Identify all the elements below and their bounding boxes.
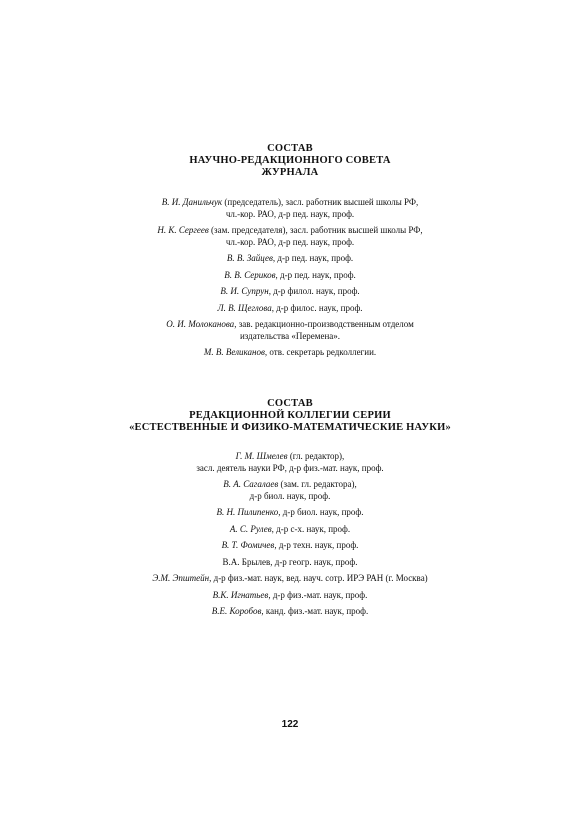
- member-name: В. А. Сагалаев: [223, 479, 279, 489]
- member-entry: [0, 524, 580, 536]
- member-description: В.А. Брылев, д-р геогр. наук, проф.: [222, 556, 358, 567]
- member-entry-line: [0, 197, 580, 209]
- member-entry-line: [0, 507, 580, 519]
- board-heading-line: «ЕСТЕСТВЕННЫЕ И ФИЗИКО-МАТЕМАТИЧЕСКИЕ НАУКИ»: [129, 422, 451, 433]
- council-heading-line: СОСТАВ: [267, 143, 313, 154]
- member-entry-line: [0, 253, 580, 265]
- council-heading-line: ЖУРНАЛА: [261, 167, 319, 178]
- member-entry: [0, 347, 580, 359]
- member-entry-line: [0, 237, 580, 249]
- board-member-list: [0, 451, 580, 618]
- member-entry-line: [0, 451, 580, 463]
- member-entry: [0, 606, 580, 618]
- member-entry-line: [0, 606, 580, 618]
- member-entry: [0, 319, 580, 342]
- member-entry: [0, 479, 580, 502]
- member-entry: [0, 573, 580, 585]
- council-member-list: [0, 197, 580, 359]
- member-name: Н. К. Сергеев: [157, 225, 209, 235]
- member-name: В.Е. Коробов: [211, 606, 262, 616]
- member-entry: [0, 197, 580, 220]
- member-description: , канд. физ.-мат. наук, проф.: [261, 606, 369, 616]
- board-heading-line: СОСТАВ: [267, 398, 313, 409]
- member-description: издательства «Перемена».: [239, 330, 341, 341]
- member-entry: [0, 451, 580, 474]
- member-entry: [0, 507, 580, 519]
- member-entry-line: [0, 540, 580, 552]
- member-entry: [0, 270, 580, 282]
- page-number: 122: [281, 719, 299, 730]
- member-entry: [0, 590, 580, 602]
- member-entry-line: [0, 303, 580, 315]
- member-description: , д-р с-х. наук, проф.: [271, 523, 351, 534]
- member-description: чл.-кор. РАО, д-р пед. наук, проф.: [225, 208, 355, 219]
- member-entry-line: [0, 479, 580, 491]
- member-description: , отв. секретарь редколлегии.: [264, 347, 377, 357]
- member-name: Л. В. Щеглова: [217, 302, 272, 313]
- member-name: В.К. Игнатьев: [212, 589, 269, 600]
- member-description: д-р биол. наук, проф.: [249, 490, 331, 501]
- member-name: О. И. Молоканова: [166, 319, 235, 329]
- member-entry-line: [0, 331, 580, 343]
- member-entry-line: [0, 319, 580, 331]
- member-description: , д-р пед. наук, проф.: [272, 253, 354, 263]
- member-entry: [0, 225, 580, 248]
- member-entry-line: [0, 463, 580, 475]
- member-entry-line: [0, 209, 580, 221]
- member-name: В. В. Сериков: [224, 269, 276, 280]
- member-description: засл. деятель науки РФ, д-р физ.-мат. наук, проф.: [196, 462, 384, 473]
- member-description: чл.-кор. РАО, д-р пед. наук, проф.: [225, 236, 355, 247]
- member-name: Э.М. Эпштейн: [152, 573, 210, 583]
- member-entry-line: [0, 590, 580, 602]
- member-entry-line: [0, 270, 580, 282]
- member-name: М. В. Великанов: [203, 347, 265, 357]
- member-entry-line: [0, 286, 580, 298]
- member-name: В. И. Супрун: [220, 286, 269, 296]
- member-description: , д-р пед. наук, проф.: [275, 269, 356, 280]
- member-entry: [0, 286, 580, 298]
- member-entry: [0, 557, 580, 569]
- member-description: (зам. гл. редактора),: [278, 479, 357, 489]
- council-heading-line: НАУЧНО-РЕДАКЦИОННОГО СОВЕТА: [189, 155, 391, 166]
- member-name: В. В. Зайцев: [226, 253, 273, 263]
- member-description: (председатель), засл. работник высшей школы РФ,: [222, 197, 419, 207]
- member-description: , д-р филос. наук, проф.: [271, 302, 363, 313]
- member-entry: [0, 303, 580, 315]
- member-description: , д-р филол. наук, проф.: [268, 286, 360, 296]
- member-name: В. Т. Фомичев: [221, 540, 275, 550]
- member-description: , д-р физ.-мат. наук, проф.: [268, 589, 368, 600]
- member-entry-line: [0, 347, 580, 359]
- member-entry-line: [0, 524, 580, 536]
- member-description: (зам. председателя), засл. работник высшей школы РФ,: [208, 225, 423, 235]
- member-entry-line: [0, 573, 580, 585]
- member-name: В. И. Данильчук: [161, 197, 223, 207]
- member-description: , д-р техн. наук, проф.: [274, 540, 359, 550]
- member-entry: [0, 540, 580, 552]
- member-entry-line: [0, 557, 580, 569]
- member-entry: [0, 253, 580, 265]
- member-name: А. С. Рулев: [229, 523, 272, 534]
- member-entry-line: [0, 225, 580, 237]
- member-description: , зав. редакционно-производственным отделом: [234, 319, 414, 329]
- board-heading-line: РЕДАКЦИОННОЙ КОЛЛЕГИИ СЕРИИ: [189, 410, 391, 421]
- member-name: Г. М. Шмелев: [235, 451, 288, 461]
- member-description: (гл. редактор),: [287, 451, 345, 461]
- member-name: В. Н. Пилипенко: [216, 507, 279, 517]
- council-heading: [0, 143, 580, 179]
- member-description: , д-р биол. наук, проф.: [278, 507, 364, 517]
- member-description: , д-р физ.-мат. наук, вед. науч. сотр. ИРЭ РАН (г. Москва): [209, 573, 428, 583]
- board-heading: [0, 398, 580, 434]
- member-entry-line: [0, 491, 580, 503]
